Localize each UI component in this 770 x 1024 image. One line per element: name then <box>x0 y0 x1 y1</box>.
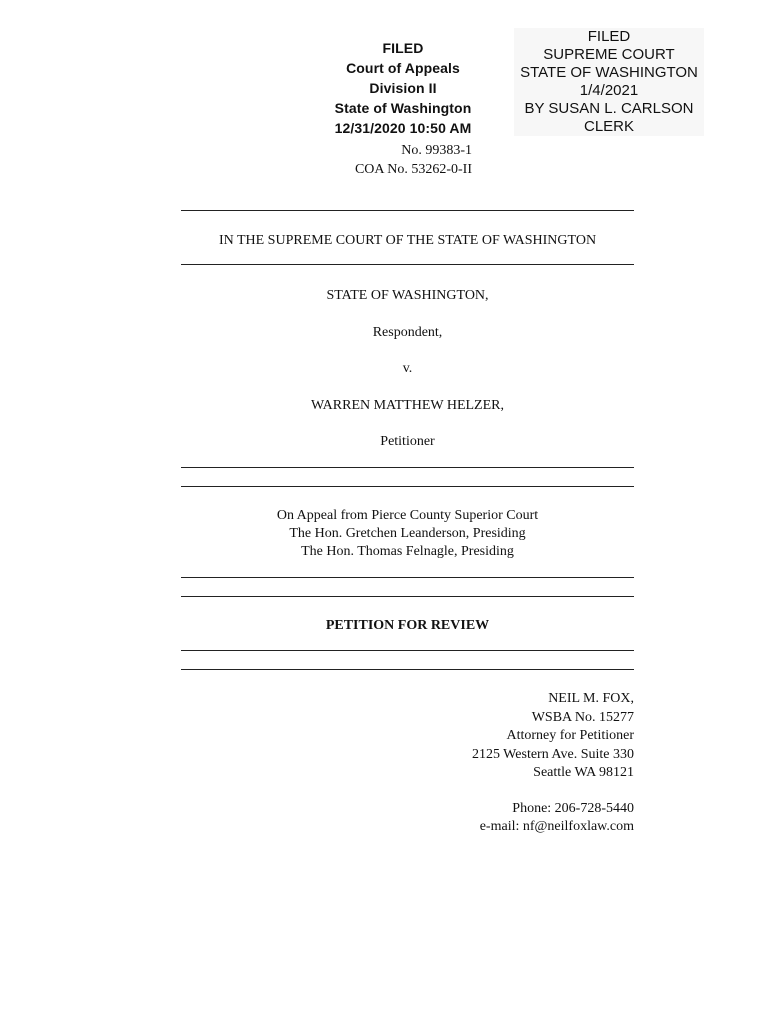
divider-rule <box>181 210 634 211</box>
sc-stamp-court: SUPREME COURT <box>543 46 675 63</box>
counsel-role: Attorney for Petitioner <box>506 728 634 743</box>
counsel-block <box>400 690 634 837</box>
respondent-name: STATE OF WASHINGTON, <box>326 288 489 303</box>
case-numbers <box>300 141 472 179</box>
supreme-court-filing-stamp <box>514 28 704 136</box>
sc-stamp-clerk-by: BY SUSAN L. CARLSON <box>524 100 694 117</box>
coa-stamp-state: State of Washington <box>334 100 472 116</box>
counsel-email[interactable]: e-mail: nf@neilfoxlaw.com <box>479 819 634 834</box>
sc-stamp-date: 1/4/2021 <box>579 82 639 99</box>
counsel-phone: Phone: 206-728-5440 <box>512 800 634 816</box>
versus: v. <box>402 361 413 376</box>
divider-rule <box>181 650 634 651</box>
counsel-name: NEIL M. FOX, <box>548 691 634 706</box>
court-heading: IN THE SUPREME COURT OF THE STATE OF WASHINGTON <box>218 233 597 248</box>
presiding-judge-2: The Hon. Thomas Felnagle, Presiding <box>301 544 514 559</box>
coa-case-number: COA No. 53262-0-II <box>354 162 472 177</box>
divider-rule <box>181 577 634 578</box>
petitioner-role: Petitioner <box>380 434 435 449</box>
sc-stamp-state: STATE OF WASHINGTON <box>520 64 698 81</box>
spacer <box>400 783 634 800</box>
coa-stamp-datetime: 12/31/2020 10:50 AM <box>334 120 472 136</box>
divider-rule <box>181 486 634 487</box>
counsel-wsba: WSBA No. 15277 <box>531 709 634 725</box>
document-title: PETITION FOR REVIEW <box>325 618 490 633</box>
presiding-judge-1: The Hon. Gretchen Leanderson, Presiding <box>289 526 526 541</box>
divider-rule <box>181 596 634 597</box>
coa-stamp-division: Division II <box>369 80 437 96</box>
coa-stamp-court: Court of Appeals <box>346 60 460 76</box>
sc-stamp-clerk: CLERK <box>583 118 635 135</box>
divider-rule <box>181 264 634 265</box>
supreme-court-case-number: No. 99383-1 <box>401 143 472 158</box>
sc-stamp-filed: FILED <box>587 28 631 45</box>
court-of-appeals-filing-stamp <box>318 38 488 138</box>
coa-stamp-filed: FILED <box>382 40 424 56</box>
counsel-city: Seattle WA 98121 <box>533 765 634 780</box>
respondent-role: Respondent, <box>372 325 443 340</box>
divider-rule <box>181 467 634 468</box>
appeal-source: On Appeal from Pierce County Superior Court <box>276 508 539 523</box>
divider-rule <box>181 669 634 670</box>
counsel-address: 2125 Western Ave. Suite 330 <box>471 746 634 762</box>
petitioner-name: WARREN MATTHEW HELZER, <box>311 398 504 413</box>
